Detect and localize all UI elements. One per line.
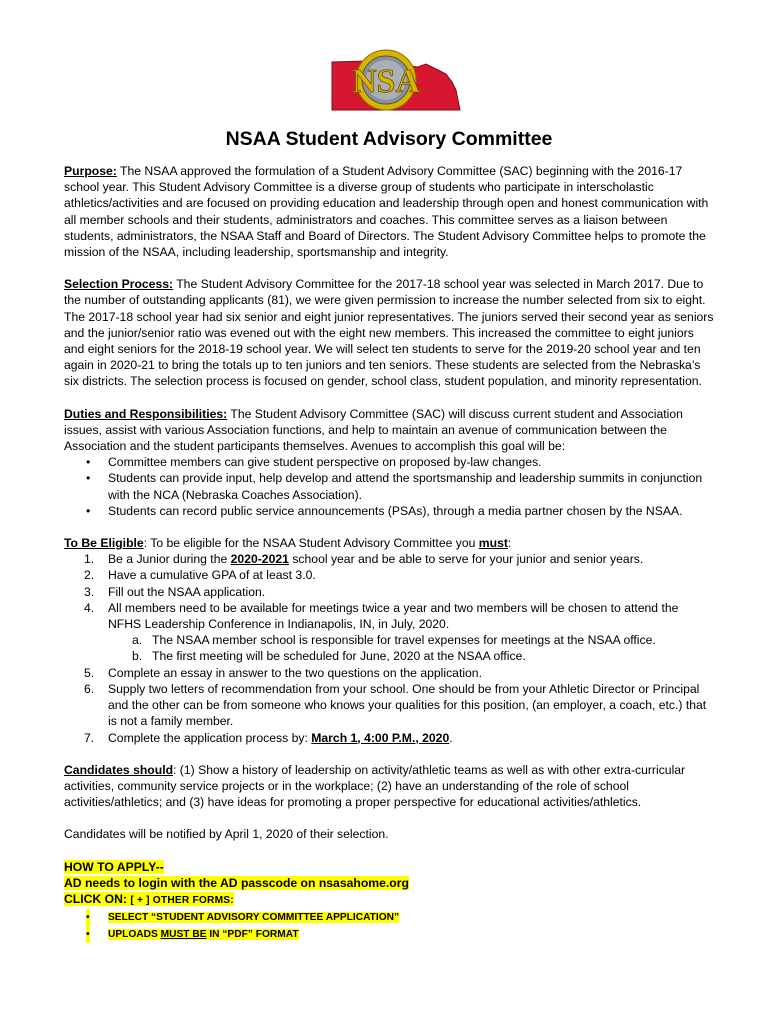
purpose-label: Purpose:: [64, 164, 117, 178]
list-item: 7. Complete the application process by: March 1, 4:00 P.M., 2020.: [84, 730, 453, 745]
document-page: [64, 40, 714, 943]
list-item: 5. Complete an essay in answer to the two questions on the application.: [84, 665, 482, 680]
duties-section: [64, 406, 714, 519]
list-item: • Students can record public service announcements (PSAs), through a media partner chosen by the NSAA.: [86, 503, 683, 518]
apply-heading: HOW TO APPLY--: [64, 859, 164, 874]
how-to-apply-section: [64, 859, 714, 944]
eligibility-section: To Be Eligible: To be eligible for the NSAA Student Advisory Committee you must: 1. Be a Junior during the 2020-2021 school year and be able to serve for your junior and senior years. 2. Have a cumulative GPA of at least 3.0. 3. Fill out the NSAA application. 4. All members need to be available for meetings twice a year and two members will be chosen to attend the NFHS Leadership Conference in Indianapolis, IN, in July, 2020. a. The NSAA member school is responsible for travel expenses for meetings at the NSAA office. b. The first meeting will be scheduled for June, 2020 at the NSAA office. 5. Complete an essay in answer to the two questions on the application. 6. Supply two letters of recommendation from your school. One should be from your Athletic Director or Principal and the other can be from someone who knows your qualities for this position, (an employer, a coach, etc.) that is not a family member. 7. Complete the application process by: March 1, 4:00 P.M., 2020.: [64, 535, 714, 746]
duties-list: [64, 454, 714, 519]
list-item: 1. Be a Junior during the 2020-2021 school year and be able to serve for your junior and senior years.: [84, 552, 644, 567]
list-item: 4. All members need to be available for meetings twice a year and two members will be chosen to attend the NFHS Leadership Conference in Indianapolis, IN, in July, 2020. a. The NSAA member school is responsible for travel expenses for meetings at the NSAA office. b. The first meeting will be scheduled for June, 2020 at the NSAA office.: [64, 600, 714, 665]
duties-label: Duties and Responsibilities:: [64, 406, 228, 421]
list-item: a. The NSAA member school is responsible for travel expenses for meetings at the NSAA office.: [132, 633, 656, 648]
apply-click-on: CLICK ON: [ + ] OTHER FORMS:: [64, 891, 234, 906]
apply-login-instruction: AD needs to login with the AD passcode on nsasahome.org: [64, 875, 409, 890]
bullet-icon: •: [86, 909, 90, 926]
purpose-paragraph: [64, 163, 714, 260]
candidates-paragraph: [64, 762, 714, 811]
must-emphasis: must: [478, 536, 508, 551]
selection-paragraph: [64, 276, 714, 389]
bullet-icon: •: [86, 471, 91, 486]
purpose-text: The NSAA approved the formulation of a Student Advisory Committee (SAC) beginning with the 2016-17 school year. This Student Advisory Committee is a diverse group of students who participate in interscholastic athletics/activities and are focused on providing education and leadership through open and honest communication with all member schools and their students, administrators and coaches. This committee serves as a liaison between students, administrators, the NSAA Staff and Board of Directors. The Student Advisory Committee helps to promote the mission of the NSAA, including leadership, sportsmanship and integrity.: [64, 164, 709, 260]
bullet-icon: •: [86, 503, 91, 518]
list-item: • Students can provide input, help develop and attend the sportsmanship and leadership summits in conjunction with the NCA (Nebraska Coaches Association).: [86, 471, 703, 502]
list-item: • Committee members can give student perspective on proposed by-law changes.: [86, 455, 542, 470]
eligible-label: To Be Eligible: [64, 536, 144, 551]
candidates-label: Candidates should: [64, 762, 174, 777]
notification-paragraph: Candidates will be notified by April 1, 2020 of their selection.: [64, 827, 389, 842]
bullet-icon: •: [86, 926, 90, 943]
svg-text:NSA: NSA: [351, 63, 421, 100]
eligibility-list: [64, 551, 714, 745]
list-item: • SELECT “STUDENT ADVISORY COMMITTEE APPLICATION”: [64, 909, 714, 926]
selection-text: The Student Advisory Committee for the 2017-18 school year was selected in March 2017. Due to the number of outstanding applicants (81), we were given permission to increase the number selected from six to eight. The 2017-18 school year had six senior and eight junior representatives. The juniors served their second year as seniors and the junior/senior ratio was evened out with the eight new members. This increased the committee to eight juniors and eight seniors for the 2018-19 school year. We will select ten students to serve for the 2019-20 school year and ten again in 2020-21 to bring the totals up to ten juniors and ten seniors. These students are selected from the Nebraska’s six districts. The selection process is focused on gender, school class, student population, and minority representation.: [64, 277, 714, 389]
list-item: b. The first meeting will be scheduled for June, 2020 at the NSAA office.: [132, 649, 526, 664]
list-item: 3. Fill out the NSAA application.: [84, 584, 266, 599]
deadline: March 1, 4:00 P.M., 2020: [311, 730, 450, 745]
page-title: NSAA Student Advisory Committee: [225, 128, 553, 150]
eligibility-sublist: [108, 632, 714, 664]
candidates-text: : (1) Show a history of leadership on activity/athletic teams as well as with other extra-curricular activities, community service projects or in the workplace; (2) have an understanding of the role of school activities/athletics; and (3) have ideas for promoting a proper perspective for educational activities/athletics.: [64, 762, 686, 810]
list-item: 6. Supply two letters of recommendation from your school. One should be from your Athletic Director or Principal and the other can be from someone who knows your qualities for this position, (an employer, a coach, etc.) that is not a family member.: [84, 681, 707, 729]
list-item: • UPLOADS MUST BE IN “PDF” FORMAT: [64, 926, 714, 943]
list-item: 2. Have a cumulative GPA of at least 3.0.: [84, 568, 316, 583]
duties-text: The Student Advisory Committee (SAC) will discuss current student and Association issues, assist with various Association functions, and help to maintain an avenue of communication between the Association and the student participants themselves. Avenues to accomplish this goal will be:: [64, 406, 683, 454]
nsaa-logo-icon: [326, 40, 466, 120]
bullet-icon: •: [86, 455, 91, 470]
apply-steps-list: [64, 909, 714, 943]
selection-label: Selection Process:: [64, 277, 174, 292]
